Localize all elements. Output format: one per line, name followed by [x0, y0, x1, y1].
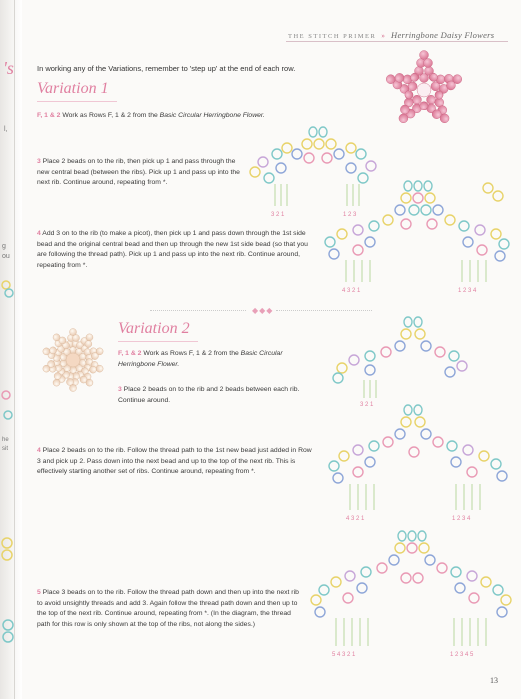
cream-daisy-flower-photo: [34, 322, 112, 398]
side-bead-fragments: [0, 265, 14, 645]
step-text: Work as Rows F, 1 & 2 from the: [62, 112, 158, 119]
row-label-left: 3 2 1: [360, 402, 374, 408]
bead-diagram-v2-row5: [306, 528, 516, 662]
divider-line-left: [150, 310, 246, 311]
variation-2-step-4: [37, 446, 315, 478]
row-label-right: 1 2 3 4: [458, 288, 477, 294]
running-header: [288, 30, 494, 40]
section-divider: ◆◆◆: [252, 306, 274, 315]
bead-diagram-v2-row4: [326, 402, 516, 526]
row-label-left: 4 3 2 1: [342, 288, 361, 294]
step-text: Place 2 beads on to the rib, then pick up 1 and pass through the new central bead (between the ribs). Pick up 1 and pass up into the next rib. Continue around, repeating from *.: [37, 158, 240, 187]
row-label-left: 4 3 2 1: [346, 516, 365, 522]
header-separator: »: [381, 32, 387, 40]
row-label-right: 1 2 3: [343, 212, 357, 218]
side-fragment-text: ou: [2, 253, 10, 260]
variation-1-step-3: [37, 157, 249, 189]
variation-2-title: Variation 2: [118, 320, 190, 337]
side-fragment-text: l,: [4, 126, 8, 133]
step-number: F, 1 & 2: [118, 350, 142, 357]
side-fragment-title: 's: [3, 58, 14, 78]
step-text: Place 3 beads on to the rib. Follow the thread path down and then up into the next rib to avoid unsightly threads and add 3. Again follow the thread path down and then up to the top of the next rib. Continue around, repeating from *. (In the diagram, the thread path for this row is only shown at the top of the ribs, not along the sides.): [37, 589, 299, 628]
side-fragment-text: sit: [2, 446, 8, 452]
side-fragment-text: g: [2, 243, 6, 250]
pink-star-flower-photo: [371, 42, 477, 134]
page-number: 13: [490, 676, 498, 685]
side-fragment-text: he: [2, 437, 9, 443]
spine-fold-line: [14, 0, 15, 699]
variation-2-step-5: [37, 588, 303, 630]
variation-2-step-3: [118, 385, 308, 406]
step-text: Work as Rows F, 1 & 2 from the: [143, 350, 239, 357]
step-number: 3: [37, 158, 41, 165]
row-label-right: 1 2 3 4: [452, 516, 471, 522]
divider-line-right: [276, 310, 372, 311]
step-number: 4: [37, 230, 41, 237]
intro-text: In working any of the Variations, remember to 'step up' at the end of each row.: [37, 64, 296, 73]
row-label-right: 1 2 3 4 5: [450, 652, 474, 658]
step-text: Place 2 beads on to the rib. Follow the thread path to the 1st new bead just added in Row 3 and pick up 2. Pass down into the next bead and up to the top of the next rib. This is effectively starting another set of ribs. Continue around, repeating from *.: [37, 447, 312, 476]
step-reference: Basic Circular Herringbone Flower.: [159, 112, 265, 119]
step-number: 4: [37, 447, 41, 454]
step-number: 5: [37, 589, 41, 596]
variation-1-title: Variation 1: [37, 80, 109, 97]
header-subtitle: Herringbone Daisy Flowers: [391, 30, 495, 40]
step-number: F, 1 & 2: [37, 112, 61, 119]
row-label-left: 3 2 1: [271, 212, 285, 218]
row-label-left: 5 4 3 2 1: [332, 652, 356, 658]
step-text: Place 2 beads on to the rib and 2 beads between each rib. Continue around.: [118, 386, 300, 404]
step-text: Add 3 on to the rib (to make a picot), then pick up 1 and pass down through the 1st side bead and the original central bead and then up through the new 1st side bead (so that you are following the thread path). Pick up 1 and pass up into the next rib. Continue around, repeating from *.: [37, 230, 308, 269]
title-underline: [118, 341, 198, 342]
bead-diagram-v2-row3: [330, 312, 470, 408]
step-number: 3: [118, 386, 122, 393]
bead-diagram-v1-row4: [322, 178, 512, 296]
title-underline: [37, 101, 117, 102]
variation-1-step-f12: [37, 111, 337, 122]
variation-2-step-f12: [118, 349, 308, 370]
step-reference: Basic Circular Herringbone Flower.: [118, 350, 283, 368]
variation-1-step-4: [37, 229, 315, 271]
header-primer: THE STITCH PRIMER: [288, 33, 377, 40]
